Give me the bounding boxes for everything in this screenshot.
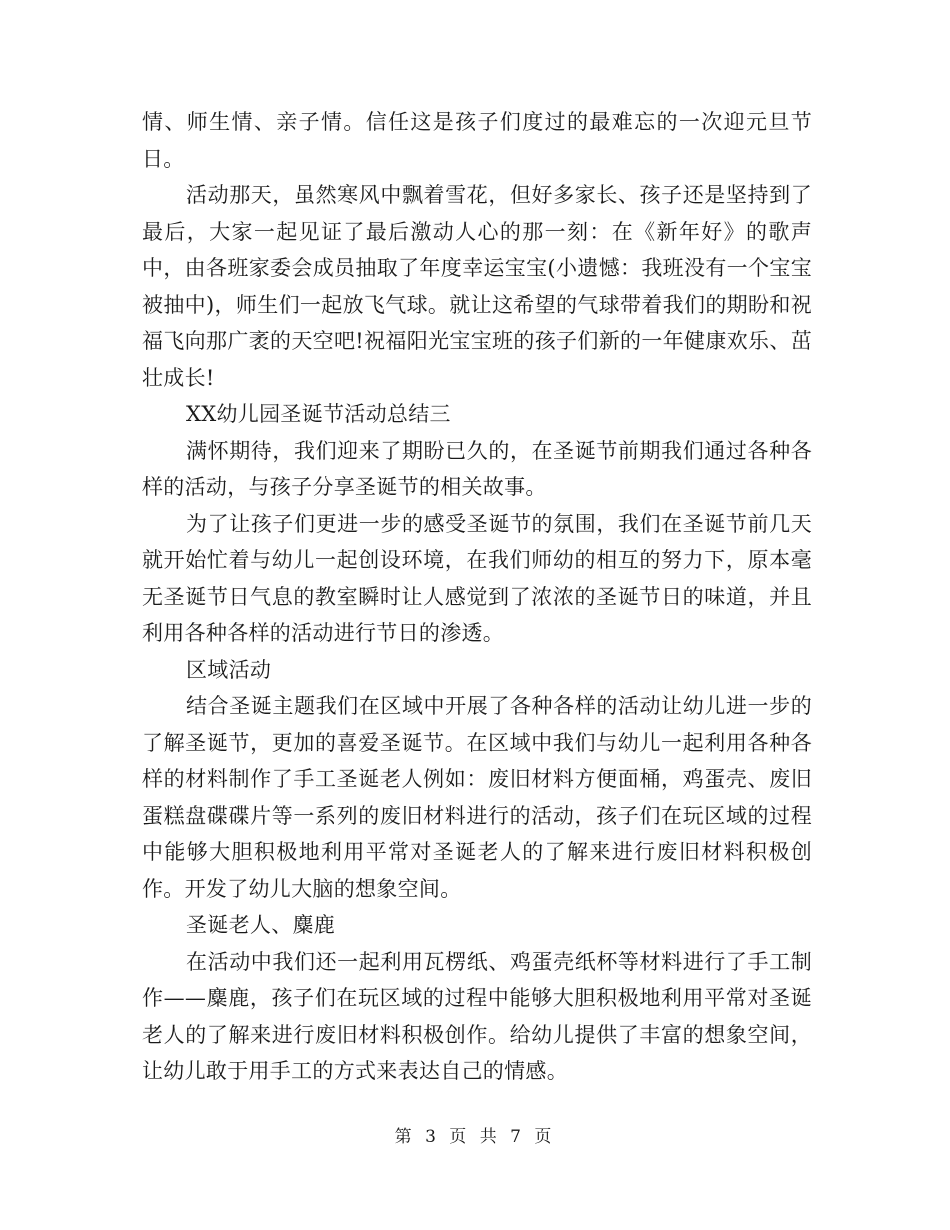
paragraph-2: 活动那天，虽然寒风中飘着雪花，但好多家长、孩子还是坚持到了最后，大家一起见证了最后激动人心的那一刻：在《新年好》的歌声中，由各班家委会成员抽取了年度幸运宝宝(小遗憾：我班没有一个宝宝被抽中)，师生们一起放飞气球。就让这希望的气球带着我们的期盼和祝福飞向那广袤的天空吧!祝福阳光宝宝班的孩子们新的一年健康欢乐、茁壮成长! (142, 183, 812, 390)
paragraph-6: 在活动中我们还一起利用瓦楞纸、鸡蛋壳纸杯等材料进行了手工制作——麋鹿，孩子们在玩区域的过程中能够大胆积极地利用平常对圣诞老人的了解来进行废旧材料积极创作。给幼儿提供了丰富的想象空间，让幼儿敢于用手工的方式来表达自己的情感。 (142, 949, 812, 1083)
section-heading-1: XX幼儿园圣诞节活动总结三 (186, 402, 451, 426)
footer-suffix: 页 (534, 1127, 556, 1147)
paragraph-4: 为了让孩子们更进一步的感受圣诞节的氛围，我们在圣诞节前几天就开始忙着与幼儿一起创设环境，在我们师幼的相互的努力下，原本毫无圣诞节日气息的教室瞬时让人感觉到了浓浓的圣诞节日的味道，并且利用各种各样的活动进行节日的渗透。 (142, 511, 812, 645)
document-body (142, 104, 812, 1090)
total-pages-number: 7 (510, 1127, 525, 1147)
section-heading-3: 圣诞老人、麋鹿 (186, 913, 336, 937)
paragraph-3: 满怀期待，我们迎来了期盼已久的，在圣诞节前期我们通过各种各样的活动，与孩子分享圣诞节的相关故事。 (142, 438, 812, 499)
page-footer (0, 1122, 950, 1147)
section-heading-2: 区域活动 (186, 657, 272, 682)
paragraph-1: 情、师生情、亲子情。信任这是孩子们度过的最难忘的一次迎元旦节日。 (142, 110, 812, 171)
paragraph-5: 结合圣诞主题我们在区域中开展了各种各样的活动让幼儿进一步的了解圣诞节，更加的喜爱圣诞节。在区域中我们与幼儿一起利用各种各样的材料制作了手工圣诞老人例如：废旧材料方便面桶，鸡蛋壳、废旧蛋糕盘碟碟片等一系列的废旧材料进行的活动，孩子们在玩区域的过程中能够大胆积极地利用平常对圣诞老人的了解来进行废旧材料积极创作。开发了幼儿大脑的想象空间。 (142, 694, 812, 901)
footer-middle: 页 共 (449, 1127, 501, 1147)
footer-prefix: 第 (394, 1127, 416, 1147)
current-page-number: 3 (425, 1127, 440, 1147)
